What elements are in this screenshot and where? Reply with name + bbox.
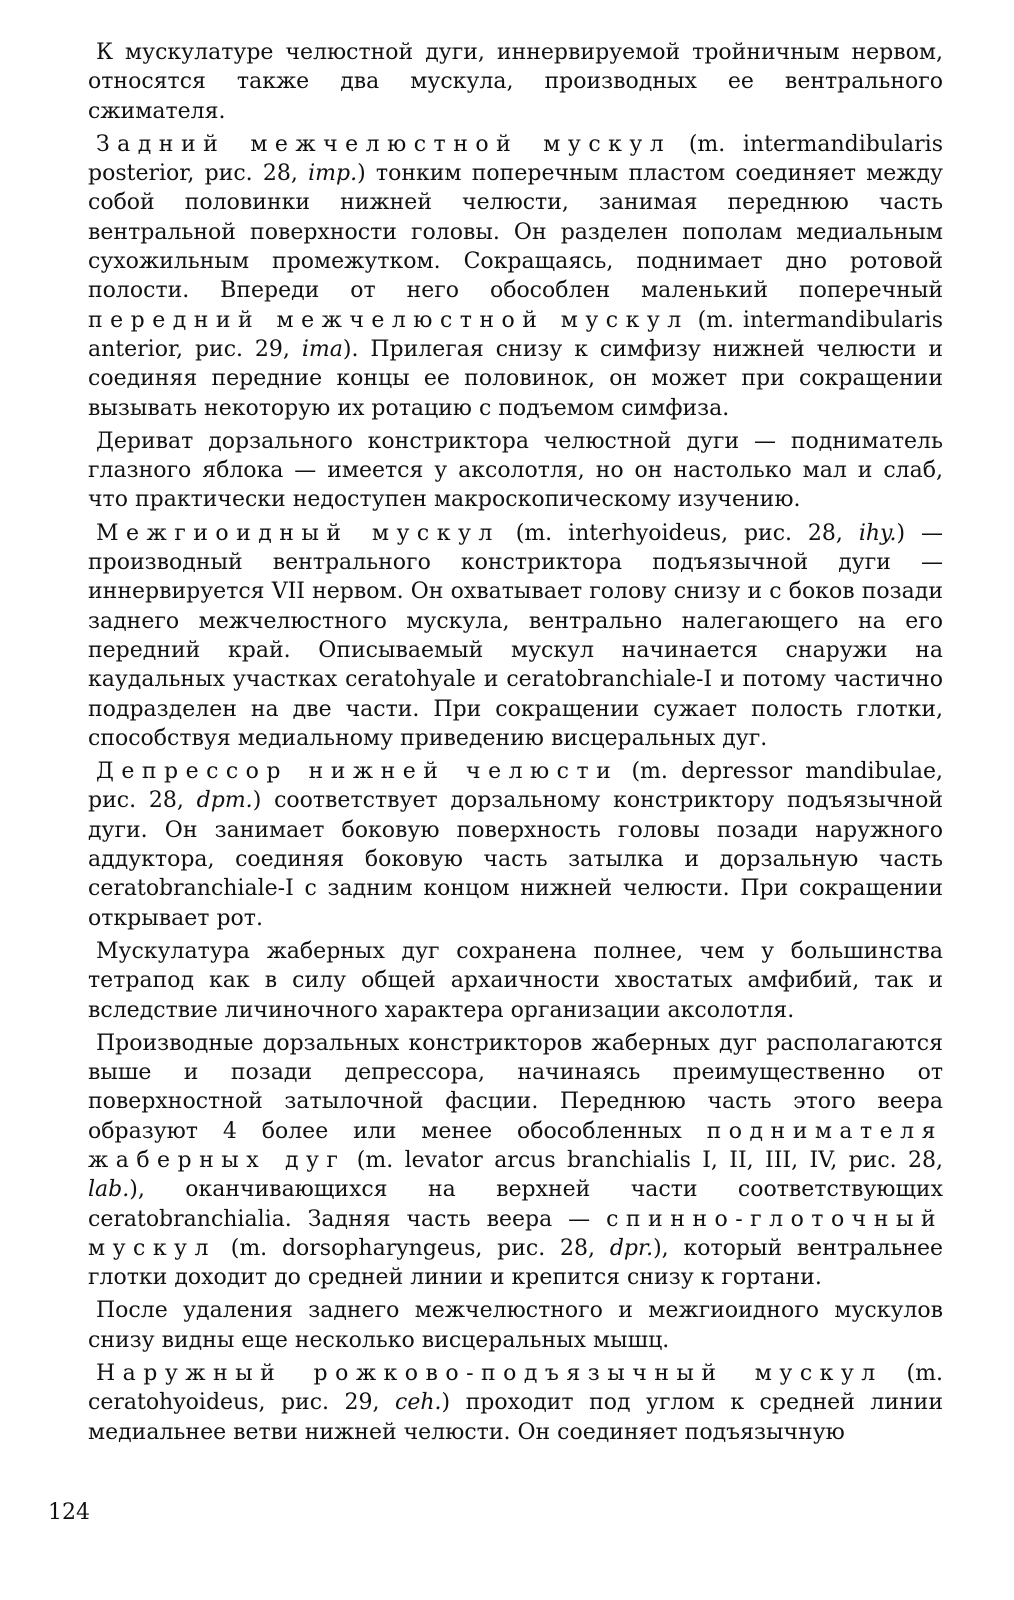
spaced-term: передний межчелюстной мускул xyxy=(88,307,689,333)
spaced-term: Наружный рожково-подъязычный мускул xyxy=(96,1361,883,1387)
figure-label: imp. xyxy=(308,161,358,187)
paragraph xyxy=(88,38,943,126)
text-run: ) — производный вентрального констриктора подъязычной дуги — иннервируется VII нервом. Он охватывает голову снизу и с боков позади заднего межчелюстного мускула, вентрально налегающего на его передний край. Описываемый мускул начинается снаружи на каудальных участках ceratohyale и ceratobranchiale-I и потому частично подразделен на две части. При сокращении сужает полость глотки, способствуя медиальному приведению висцеральных дуг. xyxy=(88,520,944,751)
figure-label: lab. xyxy=(88,1177,130,1203)
text-run: (m. interhyoideus, рис. 28, xyxy=(499,520,859,546)
spaced-term: спинно-глоточный мускул xyxy=(88,1206,943,1261)
page-number: 124 xyxy=(48,1500,90,1525)
text-run: После удаления заднего межчелюстного и межгиоидного мускулов снизу видны еще несколько висцеральных мышц. xyxy=(88,1298,943,1353)
figure-label: ihy. xyxy=(858,520,897,546)
text-run: ), оканчивающихся на верхней части соответствующих ceratobranchialia. Задняя часть веера — xyxy=(88,1177,943,1232)
paragraph xyxy=(88,1359,943,1447)
spaced-term: поднимателя жаберных дуг xyxy=(88,1118,943,1173)
text-run: Производные дорзальных констрикторов жаберных дуг располагаются выше и позади депрессора, начинаясь преимущественно от поверхностной затылочной фасции. Переднюю часть этого веера образуют 4 более или менее обособленных xyxy=(88,1030,943,1144)
text-body xyxy=(88,38,943,1447)
text-run: ) проходит под углом к средней линии медиальнее ветви нижней челюсти. Он соединяет подъязычную xyxy=(88,1390,943,1445)
paragraph xyxy=(88,1296,943,1355)
text-run: (m. ceratohyoideus, рис. 29, xyxy=(88,1361,943,1416)
text-run: ) соответствует дорзальному констриктору подъязычной дуги. Он занимает боковую поверхность головы позади наружного аддуктора, соединяя боковую часть затылка и дорзальную часть ceratobranchiale-I с задним концом нижней челюсти. При сокращении открывает рот. xyxy=(88,788,943,931)
text-run: (m. levator arcus branchialis I, II, III, IV, рис. 28, xyxy=(345,1147,943,1173)
spaced-term: Депрессор нижней челюсти xyxy=(96,759,619,785)
figure-label: dpm. xyxy=(196,788,253,814)
paragraph xyxy=(88,427,943,515)
text-run: (m. intermandibularis anterior, рис. 29, xyxy=(88,307,943,362)
paragraph xyxy=(88,130,943,423)
text-run: К мускулатуре челюстной дуги, иннервируемой тройничным нервом, относятся также два мускула, производных ее вентрального сжимателя. xyxy=(88,40,943,124)
text-run: (m. depressor mandibulae, рис. 28, xyxy=(88,759,943,814)
text-run: Мускулатура жаберных дуг сохранена полнее, чем у большинства тетрапод как в силу общей архаичности хвостатых амфибий, так и вследствие личиночного характера организации аксолотля. xyxy=(88,938,943,1023)
text-run: (m. intermandibularis posterior, рис. 28, xyxy=(88,131,943,187)
text-run: Дериват дорзального констриктора челюстной дуги — подниматель глазного яблока — имеется у аксолотля, но он настолько мал и слаб, что практически недоступен макроскопическому изучению. xyxy=(88,428,943,513)
paragraph xyxy=(88,519,943,753)
figure-label: ima xyxy=(301,336,343,362)
paragraph xyxy=(88,757,943,933)
text-run: ), который вентральнее глотки доходит до средней линии и крепится снизу к гортани. xyxy=(88,1235,943,1291)
text-run: ). Прилегая снизу к симфизу нижней челюсти и соединяя передние концы ее половинок, он может при сокращении вызывать некоторую их ротацию с подъемом симфиза. xyxy=(88,336,943,421)
figure-label: ceh. xyxy=(395,1390,442,1416)
spaced-term: Задний межчелюстной мускул xyxy=(96,131,672,157)
text-run: (m. dorsopharyngeus, рис. 28, xyxy=(215,1235,610,1261)
page-body xyxy=(88,38,943,1447)
text-run: ) тонким поперечным пластом соединяет между собой половинки нижней челюсти, занимая переднюю часть вентральной поверхности головы. Он разделен пополам медиальным сухожильным промежутком. Сокращаясь, поднимает дно ротовой полости. Впереди от него обособлен маленький поперечный xyxy=(88,161,943,304)
paragraph xyxy=(88,937,943,1025)
figure-label: dpr. xyxy=(609,1235,654,1261)
spaced-term: Межгиоидный мускул xyxy=(96,520,500,546)
paragraph xyxy=(88,1029,943,1293)
